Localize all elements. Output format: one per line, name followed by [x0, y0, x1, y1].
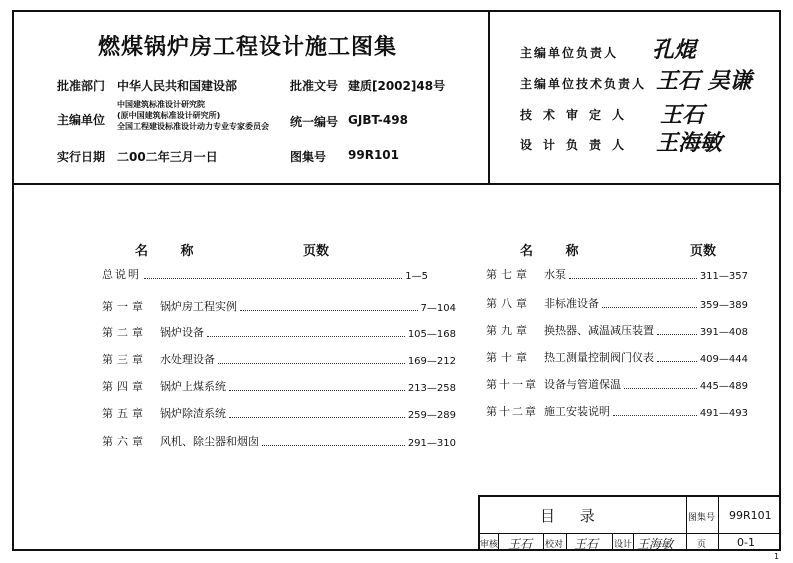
resp-signature-2: 王石 吴谦: [656, 68, 752, 94]
resp-role-1: 主编单位负责人: [520, 46, 619, 60]
toc-name: 换热器、减温减压装置: [544, 324, 654, 337]
toc-pages: 213—258: [407, 383, 456, 394]
toc-pages: 409—444: [699, 354, 748, 365]
toc-row: [486, 295, 748, 311]
check-signature: 王石: [574, 537, 599, 551]
toc-leader: [240, 309, 418, 311]
title-block-mid-rule: [478, 533, 781, 534]
title-block-divider-3: [498, 533, 499, 551]
toc-chapter: 总说明: [102, 268, 141, 281]
editor-unit-line-3: 全国工程建设标准设计动力专业专家委员会: [117, 122, 269, 131]
toc-leader: [229, 416, 405, 418]
toc-row: [486, 403, 748, 419]
unified-no: GJBT-498: [348, 113, 408, 127]
impl-date-label: 实行日期: [57, 150, 106, 164]
toc-chapter: 第六章: [102, 435, 147, 448]
toc-leader: [657, 360, 697, 362]
approval-dept-label: 批准部门: [57, 79, 106, 93]
atlas-no-label: 图集号: [290, 150, 327, 164]
approval-doc: 建质[2002]48号: [348, 79, 446, 93]
page-label: 页: [697, 540, 707, 550]
page-no: 0-1: [737, 536, 755, 549]
toc-left-col-name: 名 称: [135, 244, 208, 259]
approval-dept: 中华人民共和国建设部: [117, 79, 238, 93]
toc-pages: 311—357: [699, 271, 748, 282]
resp-role-2: 主编单位技术负责人: [520, 77, 647, 91]
toc-name: 锅炉除渣系统: [160, 407, 226, 420]
title-block-divider-2: [718, 495, 719, 551]
toc-leader: [262, 444, 405, 446]
toc-leader: [229, 389, 405, 391]
title-block-top-rule: [478, 495, 781, 497]
toc-name: 施工安装说明: [544, 405, 610, 418]
toc-row: [102, 433, 456, 449]
toc-leader: [144, 277, 402, 279]
resp-role-3: 技术审定人: [520, 108, 636, 122]
title-block-name: 目 录: [540, 507, 605, 525]
toc-pages: 1—5: [405, 271, 428, 282]
toc-name: 热工测量控制阀门仪表: [544, 351, 654, 364]
atlas-no: 99R101: [348, 148, 399, 162]
review-signature: 王石: [508, 537, 533, 551]
toc-name: 风机、除尘器和烟囱: [160, 435, 259, 448]
toc-leader: [569, 277, 697, 279]
toc-name: 锅炉设备: [160, 326, 204, 339]
toc-name: 水泵: [544, 268, 566, 281]
toc-right-col-name: 名 称: [520, 244, 593, 259]
resp-signature-3: 王石: [660, 102, 705, 128]
toc-pages: 259—289: [407, 410, 456, 421]
header-divider: [488, 10, 490, 185]
title-block-divider-5: [566, 533, 567, 551]
toc-chapter: 第三章: [102, 353, 147, 366]
toc-name: 非标准设备: [544, 297, 599, 310]
unified-no-label: 统一编号: [290, 115, 339, 129]
resp-signature-4: 王海敏: [656, 130, 723, 156]
toc-row: [102, 298, 456, 314]
toc-pages: 169—212: [407, 356, 456, 367]
resp-signature-1: 孔焜: [652, 37, 697, 63]
toc-row: [102, 351, 456, 367]
toc-row: [486, 322, 748, 338]
toc-chapter: 第十一章: [486, 378, 538, 391]
toc-name: 锅炉上煤系统: [160, 380, 226, 393]
toc-chapter: 第一章: [102, 300, 147, 313]
editor-unit-label: 主编单位: [57, 113, 106, 127]
impl-date: 二00二年三月一日: [117, 150, 218, 164]
toc-chapter: 第十二章: [486, 405, 538, 418]
toc-chapter: 第四章: [102, 380, 147, 393]
toc-leader: [207, 335, 405, 337]
toc-pages: 359—389: [699, 300, 748, 311]
toc-row: [102, 266, 428, 282]
toc-chapter: 第八章: [486, 297, 531, 310]
title-block-divider-1: [686, 495, 687, 551]
toc-chapter: 第二章: [102, 326, 147, 339]
toc-name: 水处理设备: [160, 353, 215, 366]
editor-unit-line-2: (原中国建筑标准设计研究所): [117, 111, 221, 120]
toc-pages: 445—489: [699, 381, 748, 392]
design-label: 设计: [614, 540, 633, 550]
title-block-atlas-no: 99R101: [729, 509, 772, 522]
sheet-number: 1: [774, 552, 780, 561]
atlas-title: 燃煤锅炉房工程设计施工图集: [98, 35, 398, 60]
toc-leader: [657, 333, 697, 335]
toc-right-col-pages: 页数: [690, 244, 717, 259]
toc-pages: 291—310: [407, 438, 456, 449]
toc-pages: 105—168: [407, 329, 456, 340]
title-block-divider-4: [543, 533, 544, 551]
design-signature: 王海敏: [637, 537, 674, 551]
toc-pages: 491—493: [699, 408, 748, 419]
toc-leader: [602, 306, 697, 308]
toc-chapter: 第五章: [102, 407, 147, 420]
toc-row: [102, 378, 456, 394]
toc-row: [486, 266, 748, 282]
toc-name: 设备与管道保温: [544, 378, 621, 391]
approval-doc-label: 批准文号: [290, 79, 339, 93]
toc-row: [102, 405, 456, 421]
toc-row: [486, 349, 748, 365]
toc-row: [102, 324, 456, 340]
toc-pages: 391—408: [699, 327, 748, 338]
toc-chapter: 第九章: [486, 324, 531, 337]
review-label: 审核: [480, 540, 499, 550]
header-bottom-rule: [12, 183, 781, 185]
check-label: 校对: [545, 540, 564, 550]
editor-unit-line-1: 中国建筑标准设计研究院: [117, 100, 205, 109]
title-block-atlas-label: 图集号: [688, 513, 716, 523]
toc-leader: [613, 414, 697, 416]
title-block-divider-7: [633, 533, 634, 551]
toc-chapter: 第十章: [486, 351, 531, 364]
toc-chapter: 第七章: [486, 268, 531, 281]
toc-name: 锅炉房工程实例: [160, 300, 237, 313]
toc-left-col-pages: 页数: [303, 244, 330, 259]
resp-role-4: 设计负责人: [520, 138, 636, 152]
toc-leader: [624, 387, 697, 389]
title-block-divider-6: [612, 533, 613, 551]
toc-leader: [218, 362, 405, 364]
toc-pages: 7—104: [420, 303, 456, 314]
toc-row: [486, 376, 748, 392]
